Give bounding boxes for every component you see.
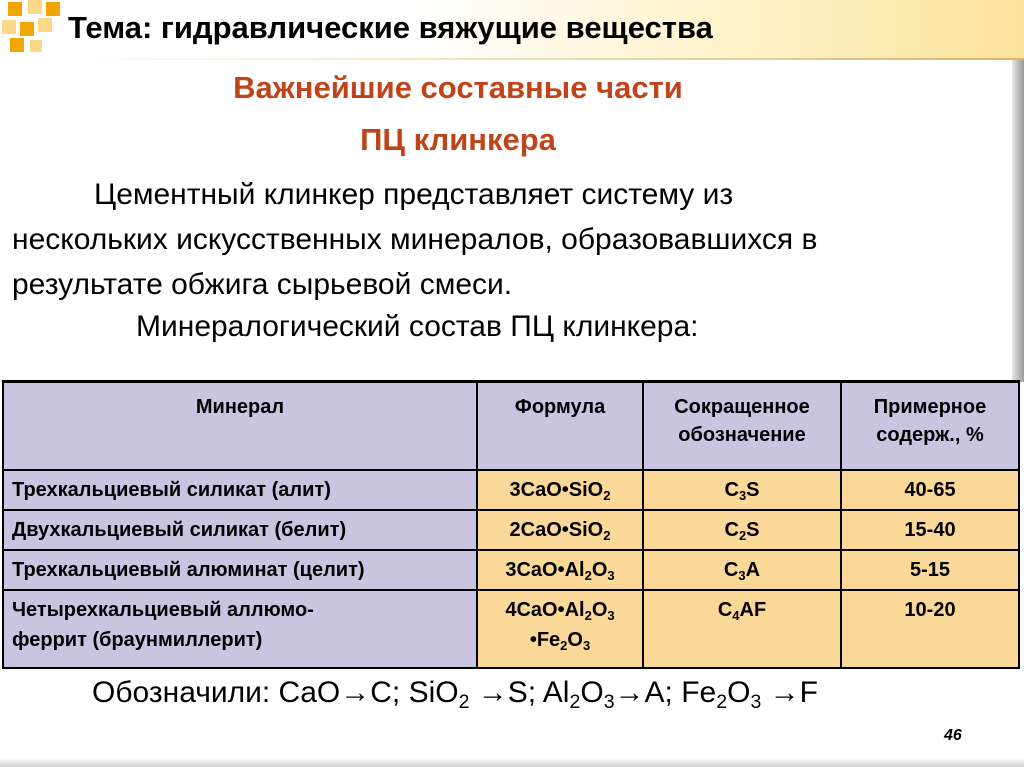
mineral-composition-table [2, 380, 1020, 669]
mineral-cell: Трехкальциевый алюминат (целит) [3, 550, 477, 590]
table-row [3, 470, 1019, 510]
section-heading-line2: ПЦ клинкера [360, 122, 556, 157]
table-row [3, 590, 1019, 668]
content-cell: 15-40 [841, 510, 1019, 550]
formula-cell: 3CaO•SiO$_2$ [477, 470, 643, 510]
legend-label: Обозначили: [92, 676, 279, 709]
header-content: Примерное содерж., % [841, 382, 1019, 471]
short-cell: $C_2S$ [643, 510, 841, 550]
section-heading-line1: Важнейшие составные части [233, 70, 683, 105]
header-short-notation: Сокращенное обозначение [643, 382, 841, 471]
short-cell: $C_4AF$ [643, 590, 841, 668]
table-caption: Минералогический состав ПЦ клинкера: [136, 310, 699, 343]
content-cell: 40-65 [841, 470, 1019, 510]
short-cell: $C_3A$ [643, 550, 841, 590]
formula-cell: $4CaO•Al_2O_3$ $•Fe_2O_3$ [477, 590, 643, 668]
slide-edge-shadow [1012, 60, 1024, 382]
header-formula: Формула [477, 382, 643, 471]
intro-line: нескольких искусственных минералов, образовавшихся в [12, 223, 818, 256]
short-cell: $C_3S$ [643, 470, 841, 510]
intro-paragraph [12, 172, 1012, 307]
header-mineral: Минерал [3, 382, 477, 471]
mineral-cell: Трехкальциевый силикат (алит) [3, 470, 477, 510]
intro-line: результате обжига сырьевой смеси. [12, 268, 513, 301]
intro-line: Цементный клинкер представляет систему из [94, 178, 734, 211]
page-number: 46 [944, 727, 962, 744]
content-cell: 5-15 [841, 550, 1019, 590]
mineral-cell: Четырехкальциевый аллюмо- феррит (браунмиллерит) [3, 590, 477, 668]
content-cell: 10-20 [841, 590, 1019, 668]
footer-shadow [0, 758, 1024, 767]
header-divider [60, 58, 1024, 60]
table-row [3, 550, 1019, 590]
formula-cell: 2CaO•SiO$_2$ [477, 510, 643, 550]
table-row [3, 510, 1019, 550]
formula-cell: $3CaO•Al_2O_3$ [477, 550, 643, 590]
table-header-row [3, 382, 1019, 471]
page-title: Тема: гидравлические вяжущие вещества [68, 10, 713, 45]
notation-legend: Обозначили: CaO→C; SiO$_2$ →S; $Al_2O_3\to A$; $Fe_2O_3 \to F$ [92, 676, 818, 713]
mineral-cell: Двухкальциевый силикат (белит) [3, 510, 477, 550]
